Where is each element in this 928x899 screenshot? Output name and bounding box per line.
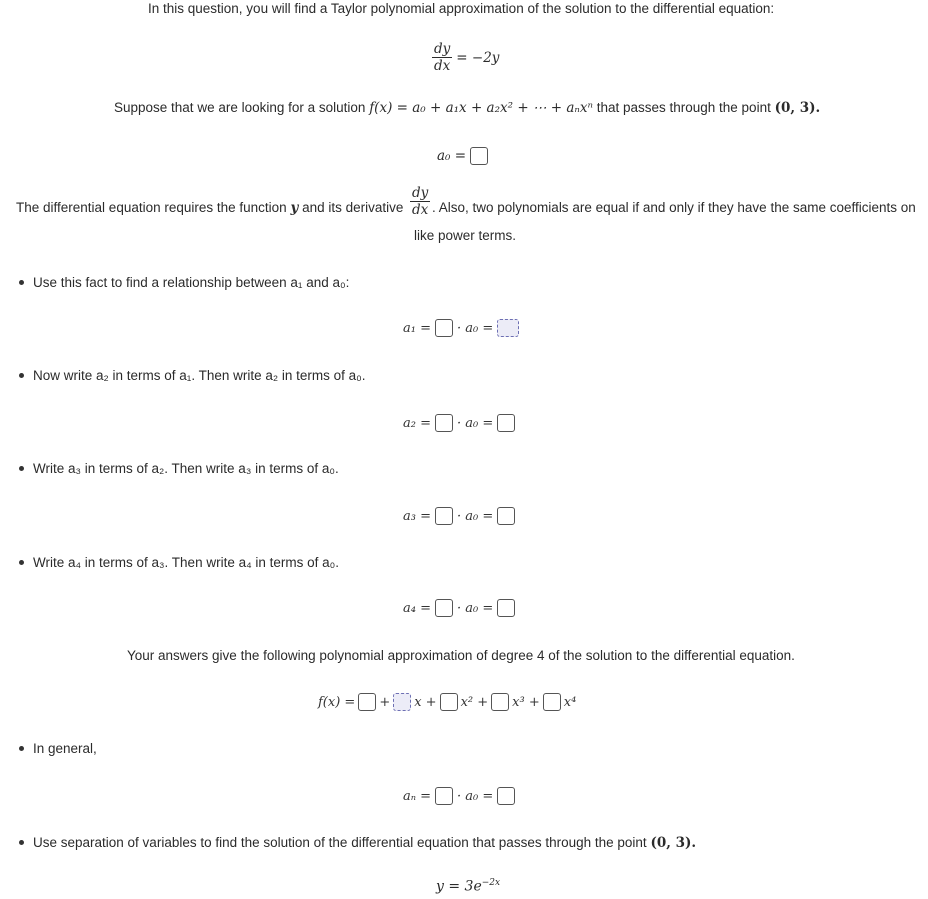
requirement-text-mid: and its derivative: [302, 200, 404, 215]
poly-c4-input[interactable]: [543, 693, 561, 711]
solution: [436, 878, 500, 895]
an-mid: · a₀ =: [457, 788, 494, 804]
a0-label: a₀ =: [437, 148, 467, 164]
poly-c1-input[interactable]: [393, 693, 411, 711]
requirement-line: [16, 200, 403, 216]
poly-term1: x +: [414, 694, 437, 710]
a3-result-input[interactable]: [497, 507, 515, 525]
series-formula: f(x) = a₀ + a₁x + a₂x² + ⋯ + aₙxⁿ: [369, 100, 593, 116]
a1-mid: · a₀ =: [457, 320, 494, 336]
a4-result-input[interactable]: [497, 599, 515, 617]
poly-plus: +: [379, 694, 391, 710]
suppose-point: (0, 3).: [774, 100, 821, 116]
requirement-y: y: [290, 200, 299, 216]
an-row: [403, 787, 515, 805]
a1-label: a₁ =: [403, 320, 431, 336]
poly-lhs: f(x) =: [318, 694, 356, 710]
poly-term3: x³ +: [512, 694, 540, 710]
bullet-separation: [33, 835, 696, 851]
intro-text: In this question, you will find a Taylor polynomial approximation of the solution to the differential equation:: [148, 1, 775, 16]
solution-lhs: y = 3e: [436, 878, 482, 895]
bullet-a2: Now write a₂ in terms of a₁. Then write a₂ in terms of a₀.: [33, 368, 366, 383]
bullet-dot: [19, 560, 24, 565]
a2-result-input[interactable]: [497, 414, 515, 432]
bullet-dot: [19, 466, 24, 471]
separation-text: Use separation of variables to find the solution of the differential equation that passes through the point: [33, 835, 647, 850]
bullet-a3: Write a₃ in terms of a₂. Then write a₃ in terms of a₀.: [33, 461, 339, 476]
bullet-dot: [19, 746, 24, 751]
suppose-text-after: that passes through the point: [596, 100, 771, 115]
derivative-numerator: dy: [412, 185, 429, 201]
poly-term2: x² +: [460, 694, 489, 710]
an-label: aₙ =: [403, 788, 432, 804]
a2-label: a₂ =: [403, 415, 431, 431]
poly-term4: x⁴: [563, 694, 577, 710]
bullet-dot: [19, 280, 24, 285]
suppose-text-before: Suppose that we are looking for a solution: [114, 100, 366, 115]
a2-mid: · a₀ =: [457, 415, 494, 431]
a2-row: [403, 414, 515, 432]
an-result-input[interactable]: [497, 787, 515, 805]
differential-equation: [432, 42, 499, 73]
bullet-dot: [19, 840, 24, 845]
bullet-dot: [19, 373, 24, 378]
requirement-text-before: The differential equation requires the function: [16, 200, 287, 215]
a2-coefficient-input[interactable]: [435, 414, 453, 432]
poly-c0-input[interactable]: [358, 693, 376, 711]
a4-label: a₄ =: [403, 600, 431, 616]
a1-coefficient-input[interactable]: [435, 319, 453, 337]
a0-input[interactable]: [470, 147, 488, 165]
poly-c2-input[interactable]: [440, 693, 458, 711]
de-numerator: dy: [434, 41, 451, 57]
requirement-text-after: . Also, two polynomials are equal if and only if they have the same coefficients on: [432, 200, 916, 215]
bullet-a1-a0: Use this fact to find a relationship between a₁ and a₀:: [33, 275, 350, 290]
solution-exponent: −2x: [481, 878, 501, 888]
a0-row: [437, 147, 488, 165]
a4-coefficient-input[interactable]: [435, 599, 453, 617]
a1-row: [403, 319, 519, 337]
de-rhs: = −2y: [456, 49, 500, 66]
a3-row: [403, 507, 515, 525]
poly-c3-input[interactable]: [491, 693, 509, 711]
a4-mid: · a₀ =: [457, 600, 494, 616]
derivative-fraction: [410, 186, 430, 217]
a3-mid: · a₀ =: [457, 508, 494, 524]
approx-text: Your answers give the following polynomial approximation of degree 4 of the solution to the differential equation.: [127, 648, 795, 663]
an-coefficient-input[interactable]: [435, 787, 453, 805]
polynomial-row: [318, 693, 576, 711]
separation-point: (0, 3).: [650, 835, 697, 851]
bullet-a4: Write a₄ in terms of a₃. Then write a₄ in terms of a₀.: [33, 555, 339, 570]
suppose-line: [114, 100, 820, 116]
derivative-denominator: dx: [412, 202, 429, 219]
a1-result-input[interactable]: [497, 319, 519, 337]
requirement-line2: like power terms.: [414, 228, 517, 243]
a3-coefficient-input[interactable]: [435, 507, 453, 525]
a4-row: [403, 599, 515, 617]
bullet-general: In general,: [33, 741, 97, 756]
a3-label: a₃ =: [403, 508, 431, 524]
de-denominator: dx: [434, 58, 451, 75]
